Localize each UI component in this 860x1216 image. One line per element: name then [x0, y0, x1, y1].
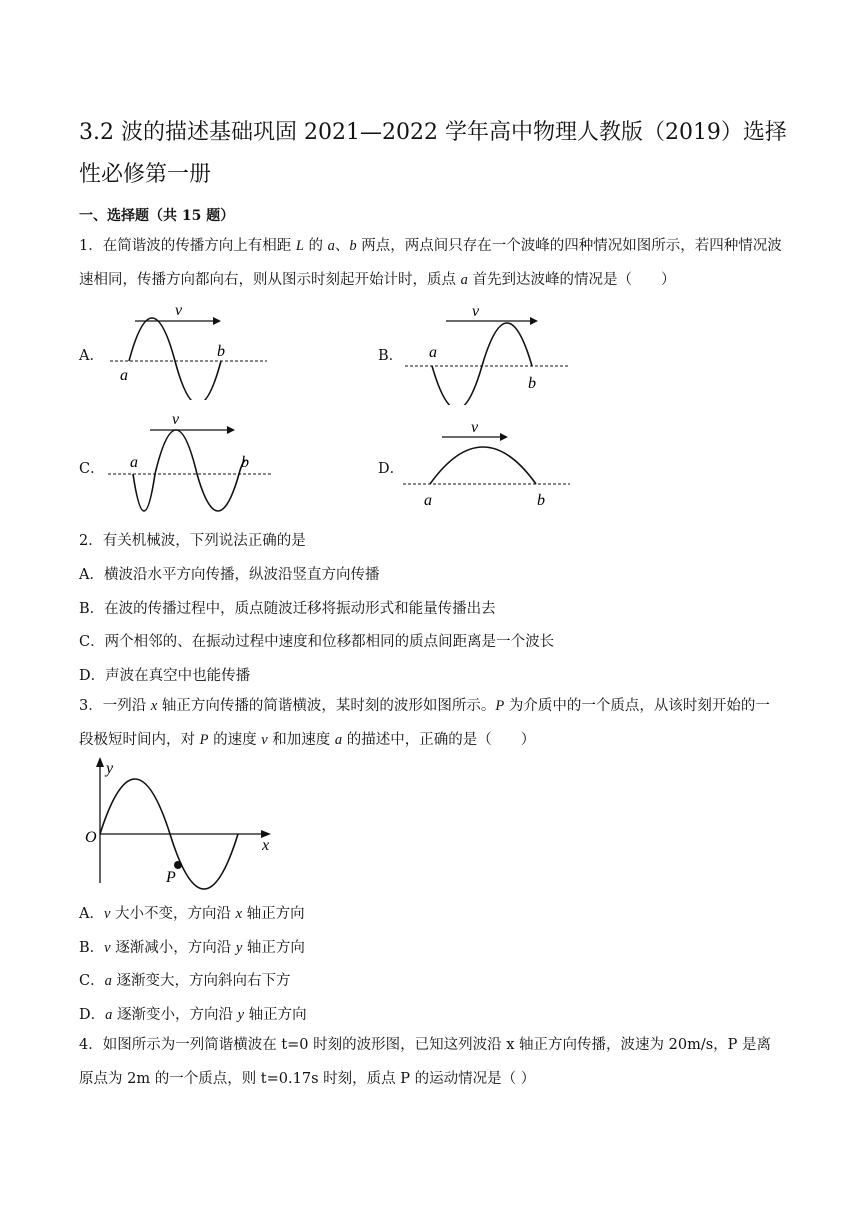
q2-option-c: C．两个相邻的、在振动过程中速度和位移都相同的质点间距离是一个波长	[79, 634, 555, 650]
question-1-stem: 1．在简谐波的传播方向上有相距 L 的 a、b 两点，两点间只存在一个波峰的四种情况如图所示，若四种情况波速相同，传播方向都向右，则从图示时刻起开始计时，质点 a 首先到达波峰的情况是（ ）	[79, 238, 782, 288]
velocity-label: v	[471, 419, 479, 436]
point-a-label: a	[120, 367, 128, 384]
section-heading: 一、选择题（共 15 题）	[79, 208, 235, 224]
point-b-label: b	[241, 454, 249, 471]
q1-option-a-label: A．	[79, 348, 104, 364]
q1-option-b-label: B．	[378, 348, 404, 364]
q2-option-d: D．声波在真空中也能传播	[79, 668, 251, 684]
q3-wave-graph	[80, 755, 280, 890]
origin-label: O	[85, 829, 97, 846]
point-a-label: a	[130, 454, 138, 471]
question-3-stem: 3．一列沿 x 轴正方向传播的简谐横波，某时刻的波形如图所示。P 为介质中的一个质点，从该时刻开始的一段极短时间内，对 P 的速度 v 和加速度 a 的描述中，正确的是（ ）	[79, 698, 770, 748]
question-4-stem: 4．如图所示为一列简谐横波在 t=0 时刻的波形图，已知这列波沿 x 轴正方向传播，波速为 20m/s，P 是离原点为 2m 的一个质点，则 t=0.17s 时刻，质点 P 的运动情况是（ ）	[79, 1037, 772, 1087]
question-2-stem: 2．有关机械波，下列说法正确的是	[79, 533, 306, 549]
q3-option-b: B．v 逐渐减小，方向沿 y 轴正方向	[79, 940, 305, 956]
point-a-label: a	[424, 492, 432, 509]
q3-option-a: A．v 大小不变，方向沿 x 轴正方向	[79, 906, 305, 922]
point-a-label: a	[429, 344, 437, 361]
velocity-label: v	[175, 302, 183, 319]
q1-option-b-diagram	[400, 300, 575, 405]
point-b-label: b	[537, 492, 545, 509]
q1-option-c-label: C．	[79, 461, 105, 477]
q3-option-c: C．a 逐渐变大，方向斜向右下方	[79, 973, 291, 989]
q1-option-d-label: D．	[378, 461, 405, 477]
x-axis-label: x	[262, 837, 270, 854]
q1-option-d-diagram	[400, 415, 575, 515]
point-b-label: b	[528, 375, 536, 392]
q1-option-c-diagram	[105, 408, 280, 513]
document-title: 3.2 波的描述基础巩固 2021—2022 学年高中物理人教版（2019）选择性必修第一册	[79, 120, 787, 187]
velocity-label: v	[472, 303, 480, 320]
q1-option-a-diagram	[105, 300, 275, 400]
q3-option-d: D．a 逐渐变小，方向沿 y 轴正方向	[79, 1007, 307, 1023]
y-axis-label: y	[106, 760, 114, 777]
q2-option-a: A．横波沿水平方向传播，纵波沿竖直方向传播	[79, 567, 380, 583]
point-p-label: P	[166, 869, 176, 886]
velocity-label: v	[172, 411, 180, 428]
point-b-label: b	[217, 343, 225, 360]
q2-option-b: B．在波的传播过程中，质点随波迁移将振动形式和能量传播出去	[79, 601, 496, 617]
